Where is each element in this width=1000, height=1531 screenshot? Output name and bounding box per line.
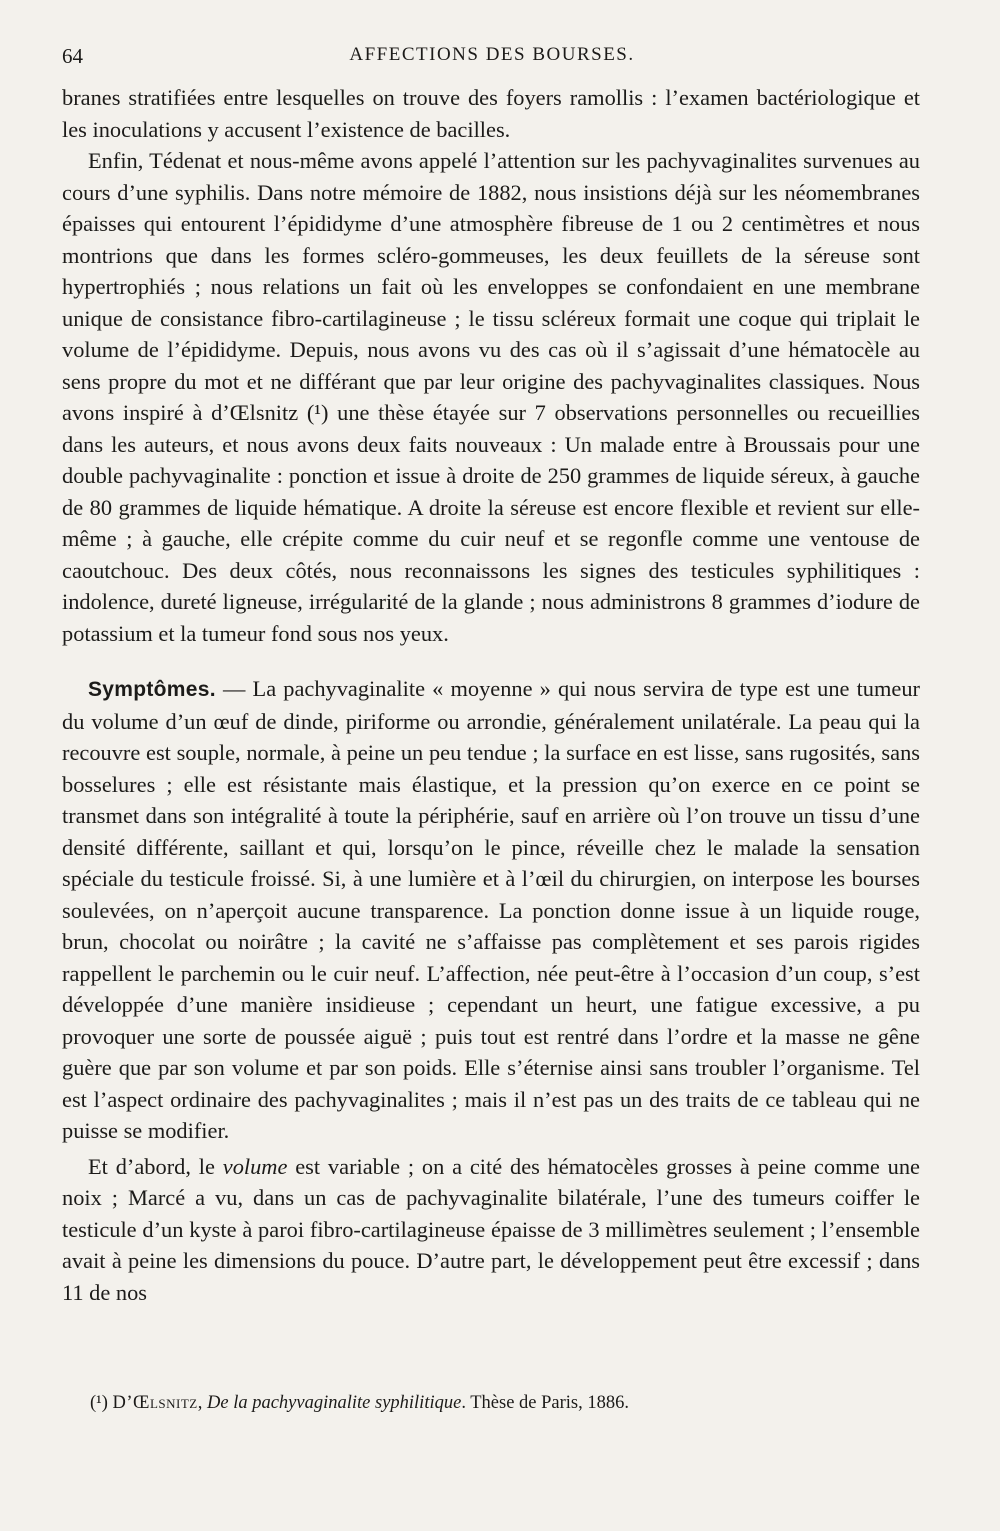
paragraph-2: Enfin, Tédenat et nous-même avons appelé l’attention sur les pachyvaginalites survenues au cours d’une syphilis. Dans notre mémoire de 1882, nous insistions déjà sur les néomembranes épaisses qui entourent l’épididyme d’une atmosphère fibreuse de 1 ou 2 centimètres et nous montrions que dans les formes scléro-gommeuses, les deux feuillets de la séreuse sont hypertrophiés ; nous relations un fait où les enveloppes se confondaient en une membrane unique de consistance fibro-cartilagineuse ; le tissu scléreux formait une coque qui triplait le volume de l’épididyme. Depuis, nous avons vu des cas où il s’agissait d’une hématocèle au sens propre du mot et ne différant que par leur origine des pachyvaginalites classiques. Nous avons inspiré à d’Œlsnitz (¹) une thèse étayée sur 7 observations personnelles ou recueillies dans les auteurs, et nous avons deux faits nouveaux : Un malade entre à Broussais pour une double pachyvaginalite : ponction et issue à droite de 250 grammes de liquide séreux, à gauche de 80 grammes de liquide hématique. A droite la séreuse est encore flexible et revient sur elle-même ; à gauche, elle crépite comme du cuir neuf et se regonfle comme une ventouse de caoutchouc. Des deux côtés, nous reconnaissons les signes des testicules syphilitiques : indolence, dureté ligneuse, irrégularité de la glande ; nous administrons 8 grammes d’iodure de potassium et la tumeur fond sous nos yeux. xyxy=(62,148,920,646)
section-heading: Symptômes. xyxy=(88,678,216,701)
footnote-mark: (¹) xyxy=(90,1393,113,1413)
footnote-separator: , xyxy=(197,1393,207,1413)
paragraph-4-start: Et d’abord, le xyxy=(88,1153,223,1179)
paragraph-symptomes-text: — La pachyvaginalite « moyenne » qui nous servira de type est une tumeur du volume d’un œuf de dinde, piriforme ou arrondie, généralement unilatérale. La peau qui la recouvre est souple, normale, à peine un peu tendue ; la surface en est lisse, sans rugosités, sans bosselures ; elle est résistante mais élastique, et la pression qu’on exerce en ce point se transmet dans son intégralité à toute la périphérie, sauf en arrière où l’on trouve un tissu d’une densité différente, saillant et qui, lorsqu’on le pince, réveille chez le malade la sensation spéciale du testicule froissé. Si, à une lumière et à l’œil du chirurgien, on interpose les bourses soulevées, on n’aperçoit aucune transparence. La ponction donne issue à un liquide rouge, brun, chocolat ou noirâtre ; la cavité ne s’affaisse pas complètement et ses parois rigides rappellent le parchemin ou le cuir neuf. L’affection, née peut-être à l’occasion d’un coup, s’est développée d’une manière insidieuse ; cependant un heurt, une fatigue excessive, a pu provoquer une sorte de poussée aiguë ; puis tout est rentré dans l’ordre et la masse ne gêne guère que par son volume et par son poids. Elle s’éternise ainsi sans troubler l’organisme. Tel est l’aspect ordinaire des pachyvaginalites ; mais il n’est pas un des traits de ce tableau qui ne puisse se modifier. xyxy=(62,676,920,1143)
body-text xyxy=(62,82,920,1308)
page-number: 64 xyxy=(62,44,83,68)
footnote-title: De la pachyvaginalite syphilitique xyxy=(207,1393,462,1413)
running-title: AFFECTIONS DES BOURSES. xyxy=(349,44,635,65)
paragraph-4-rest: est variable ; on a cité des hématocèles grosses à peine comme une noix ; Marcé a vu, dans un cas de pachyvaginalite bilatérale, l’une des tumeurs coiffer le testicule d’un kyste à paroi fibro-cartilagineuse épaisse de 3 millimètres seulement ; l’ensemble avait à peine les dimensions du pouce. D’autre part, le développement peut être excessif ; dans 11 de nos xyxy=(62,1153,920,1305)
paragraph-1: branes stratifiées entre lesquelles on trouve des foyers ramollis : l’examen bactériologique et les inoculations y accusent l’existence de bacilles. xyxy=(62,85,920,142)
footnote-rest: . Thèse de Paris, 1886. xyxy=(461,1393,629,1413)
paragraph-4-emphasis: volume xyxy=(222,1153,288,1179)
footnote-author: D’Œlsnitz xyxy=(112,1393,198,1413)
paragraph-symptomes xyxy=(62,673,920,1147)
footnote xyxy=(90,1391,922,1415)
page-header xyxy=(62,44,922,78)
paragraph-4 xyxy=(62,1151,920,1309)
